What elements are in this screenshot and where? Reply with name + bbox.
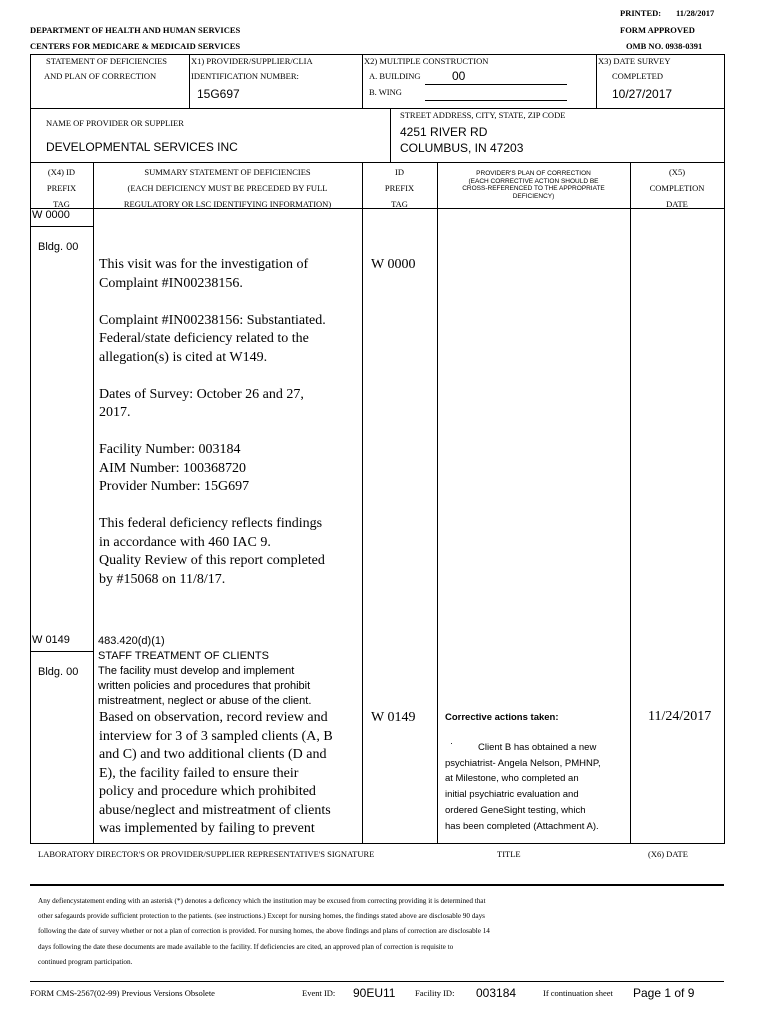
entry2-building: Bldg. 00 [38,666,79,678]
building-label: A. BUILDING [369,71,421,81]
title-label: TITLE [497,849,521,859]
entry2-findings: Based on observation, record review and interview for 3 of 3 sampled clients (A, B and C) and two additional clients (D and E), the facility failed to ensure their policy and procedure which prohibited abuse/neglect and mistreatment of clients was implemented by failing to prevent [99,710,333,836]
plan-header: PROVIDER'S PLAN OF CORRECTION (EACH CORRECTIVE ACTION SHOULD BE CROSS-REFERENCED TO THE APPROPRIATE DEFICIENCY) [462,170,605,200]
director-signature-label: LABORATORY DIRECTOR'S OR PROVIDER/SUPPLIER REPRESENTATIVE'S SIGNATURE [38,849,375,859]
entry2-id-tag: W 0149 [371,710,416,725]
page-number: Page 1 of 9 [633,986,695,1000]
department-title: DEPARTMENT OF HEALTH AND HUMAN SERVICES [30,25,241,35]
omb-number: OMB NO. 0938-0391 [626,41,703,51]
entry1-text: This visit was for the investigation of Complaint #IN00238156. Complaint #IN00238156: Substantiated. Federal/state deficiency related to the allegation(s) is cited at W149. Dates of Survey: October 26 and 27, 2017. Facility Number: 003184 AIM Number: 100368720 Provider Number: 15G697 This federal deficiency reflects findings in accordance with 460 IAC 9. Quality Review of this report completed by #15068 on 11/8/17. [99,257,326,587]
address-line-1[interactable]: 4251 RIVER RD [400,125,488,139]
entry1-id-tag: W 0000 [371,257,416,272]
form-number: FORM CMS-2567(02-99) Previous Versions Obsolete [30,988,215,998]
statement-label-2: AND PLAN OF CORRECTION [44,71,157,81]
provider-name-value[interactable]: DEVELOPMENTAL SERVICES INC [46,140,238,154]
address-line-2[interactable]: COLUMBUS, IN 47203 [400,141,524,155]
completion-date: 11/24/2017 [648,709,712,724]
centers-title: CENTERS FOR MEDICARE & MEDICAID SERVICES [30,41,241,51]
provider-name-label: NAME OF PROVIDER OR SUPPLIER [46,118,184,128]
x6-date-label: (X6) DATE [648,849,688,859]
summary-header: SUMMARY STATEMENT OF DEFICIENCIES (EACH DEFICIENCY MUST BE PRECEDED BY FULL REGULATORY OR LSC IDENTIFYING INFORMATION) [123,167,332,209]
event-id-value: 90EU11 [353,986,396,1000]
printed-date: 11/28/2017 [676,8,715,18]
x1-label-1: X1) PROVIDER/SUPPLIER/CLIA [191,56,313,66]
x4-header: (X4) ID PREFIX TAG [46,167,77,209]
building-value[interactable]: 00 [452,69,466,83]
entry1-building: Bldg. 00 [38,241,79,253]
x2-label: X2) MULTIPLE CONSTRUCTION [364,56,489,66]
x3-label-2: COMPLETED [612,71,663,81]
survey-date-value[interactable]: 10/27/2017 [612,87,673,101]
id-header: ID PREFIX TAG [384,167,415,209]
entry2-regulation: 483.420(d)(1) STAFF TREATMENT OF CLIENTS The facility must develop and implement written policies and procedures that prohibit mistreatment, neglect or abuse of the client. [98,635,312,707]
entry1-tag: W 0000 [32,209,70,221]
address-label: STREET ADDRESS, CITY, STATE, ZIP CODE [400,110,566,120]
facility-id-value: 003184 [476,986,517,1000]
plan-bullet: · [450,738,453,748]
facility-id-label: Facility ID: [415,988,455,998]
printed-label: PRINTED: [620,8,662,18]
plan-heading: Corrective actions taken: [445,712,559,723]
entry2-tag: W 0149 [32,634,70,646]
x1-label-2: IDENTIFICATION NUMBER: [191,71,299,81]
x5-header: (X5) COMPLETION DATE [649,167,705,209]
provider-number-value[interactable]: 15G697 [197,87,240,101]
statement-label-1: STATEMENT OF DEFICIENCIES [46,56,168,66]
disclaimer: Any defiencystatement ending with an asterisk (*) denotes a deficency which the institution may be excused from correcting providing it is determined that other safegaurds provide sufficient protection to the patients. (see instructions.) Except for nursing homes, the findings stated above are disclosable 90 days following the date of survey whether or not a plan of correction is provided. For nursing homes, the above findings and plans of correction are disclosable 14 days following the date these documents are made available to the facility. If deficiencies are cited, an approved plan of correction is requisite to continued program participation. [38,897,490,966]
event-id-label: Event ID: [302,988,336,998]
continuation-label: If continuation sheet [543,988,613,998]
wing-label: B. WING [369,87,402,97]
form-approved: FORM APPROVED [620,25,695,35]
plan-text: Client B has obtained a new psychiatrist- Angela Nelson, PMHNP, at Milestone, who completed an initial psychiatric evaluation and ordered GeneSight testing, which has been completed (Attachment A). [445,742,601,832]
x3-label-1: X3) DATE SURVEY [598,56,671,66]
